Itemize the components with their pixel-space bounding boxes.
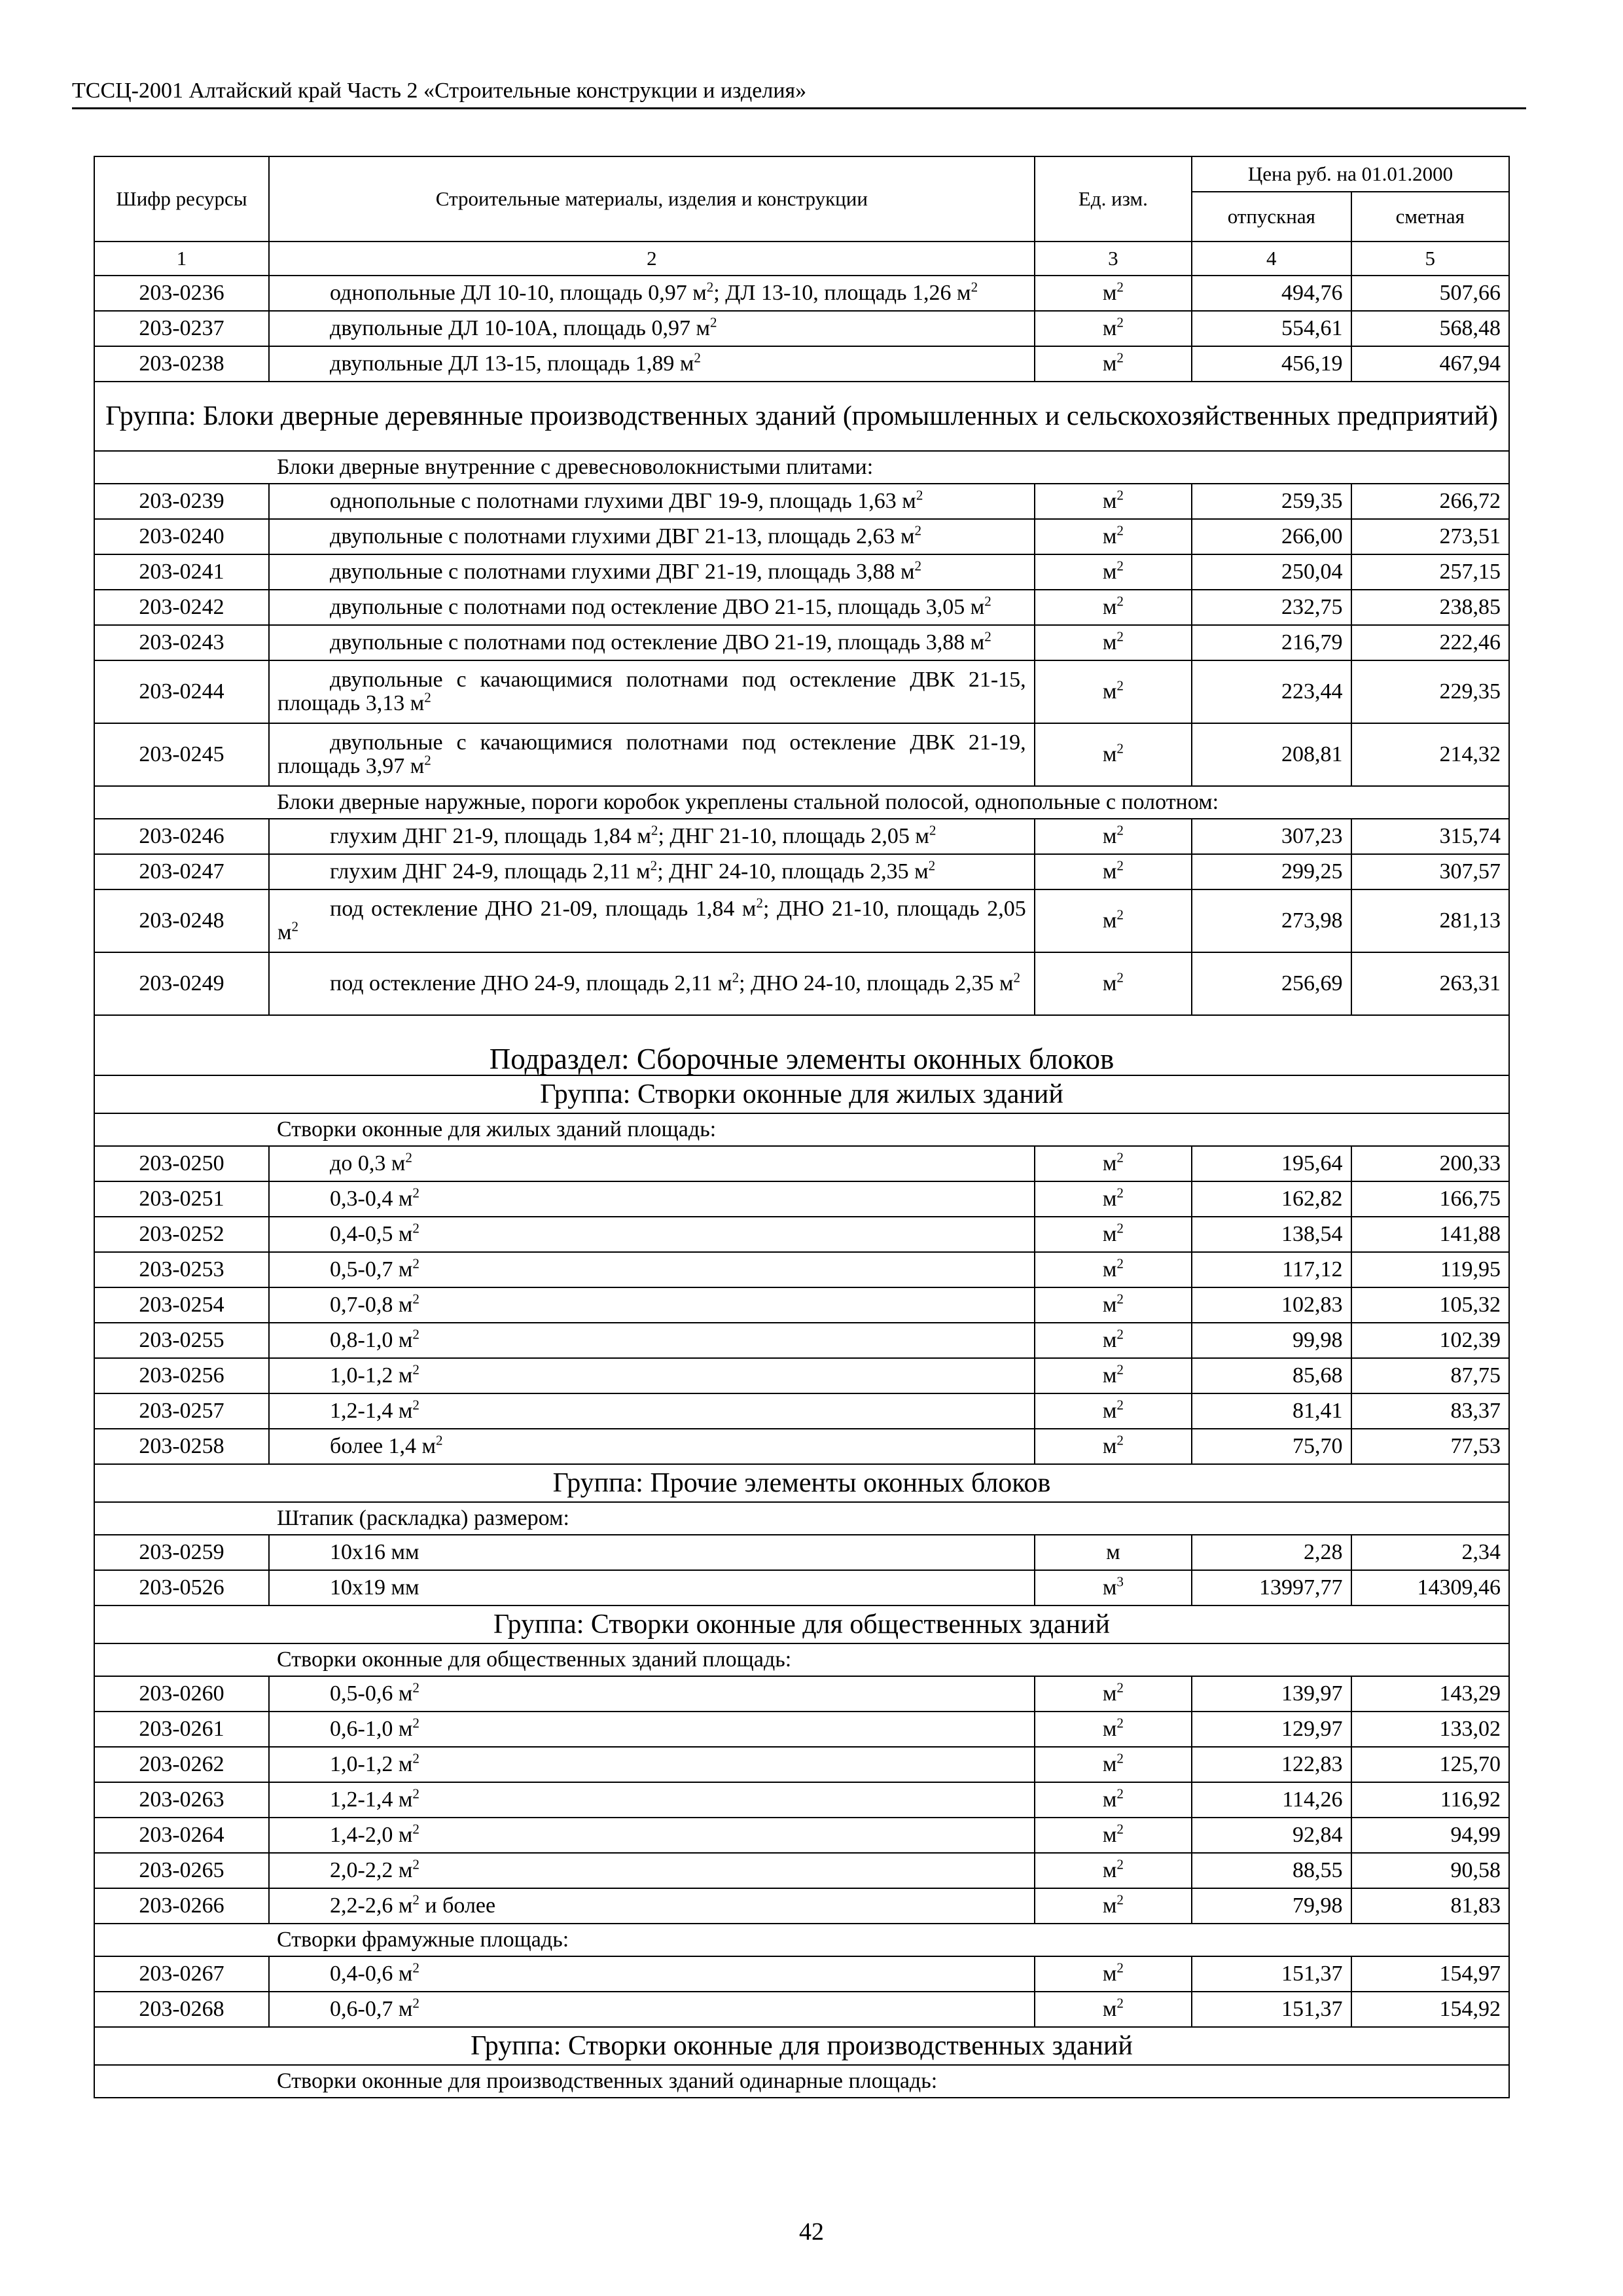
unit-of-measure: $м^2$ bbox=[1035, 1429, 1192, 1464]
material-name-cell bbox=[269, 346, 1035, 382]
subsection-heading: Подраздел: Сборочные элементы оконных блоков bbox=[94, 1015, 1509, 1075]
table-row bbox=[94, 346, 1509, 382]
group-heading-row bbox=[94, 1464, 1509, 1502]
group-heading: Группа: Створки оконные для общественных зданий bbox=[94, 1605, 1509, 1643]
unit-of-measure: $м^2$ bbox=[1035, 1217, 1192, 1252]
note-spacer bbox=[94, 1113, 269, 1146]
material-name-cell bbox=[269, 1888, 1035, 1924]
material-name-cell bbox=[269, 1676, 1035, 1712]
estimate-price: 81,83 bbox=[1351, 1888, 1509, 1924]
estimate-price: 568,48 bbox=[1351, 311, 1509, 346]
note-row bbox=[94, 1643, 1509, 1676]
release-price: 307,23 bbox=[1192, 819, 1351, 854]
material-name: 2,0-2,2 $м^2$ bbox=[330, 1856, 419, 1883]
price-table bbox=[94, 156, 1510, 2098]
table-row bbox=[94, 1393, 1509, 1429]
material-name-cell bbox=[269, 1429, 1035, 1464]
release-price: 223,44 bbox=[1192, 660, 1351, 723]
unit-of-measure: $м^2$ bbox=[1035, 1393, 1192, 1429]
estimate-price: 105,32 bbox=[1351, 1287, 1509, 1323]
note-spacer bbox=[94, 1924, 269, 1956]
column-number-row bbox=[94, 242, 1509, 276]
material-name-cell bbox=[269, 819, 1035, 854]
resource-code: 203-0247 bbox=[94, 854, 269, 889]
material-name: глухим ДНГ 24-9, площадь 2,11 $м^2$; ДНГ 24-10, площадь 2,35 $м^2$ bbox=[330, 857, 936, 884]
column-number: 2 bbox=[269, 242, 1035, 276]
release-price: 129,97 bbox=[1192, 1712, 1351, 1747]
table-row bbox=[94, 952, 1509, 1015]
material-name-cell bbox=[269, 311, 1035, 346]
resource-code: 203-0251 bbox=[94, 1181, 269, 1217]
unit-of-measure: $м^2$ bbox=[1035, 1956, 1192, 1992]
material-name-cell bbox=[269, 1782, 1035, 1818]
resource-code: 203-0267 bbox=[94, 1956, 269, 1992]
release-price: 554,61 bbox=[1192, 311, 1351, 346]
material-name: двупольные с качающимися полотнами под остекление ДВК 21-15, площадь 3,13 $м^2$ bbox=[277, 668, 1026, 715]
unit-of-measure: $м^2$ bbox=[1035, 1676, 1192, 1712]
material-name-cell bbox=[269, 952, 1035, 1015]
release-price: 162,82 bbox=[1192, 1181, 1351, 1217]
material-name-cell bbox=[269, 554, 1035, 590]
release-price: 85,68 bbox=[1192, 1358, 1351, 1393]
material-name-cell bbox=[269, 1535, 1035, 1570]
material-name: 2,2-2,6 $м^2$ и более bbox=[330, 1892, 496, 1918]
material-name-cell bbox=[269, 590, 1035, 625]
material-name-cell bbox=[269, 1747, 1035, 1782]
resource-code: 203-0526 bbox=[94, 1570, 269, 1605]
release-price: 81,41 bbox=[1192, 1393, 1351, 1429]
table-row bbox=[94, 1818, 1509, 1853]
material-name: двупольные с полотнами глухими ДВГ 21-13, площадь 2,63 $м^2$ bbox=[330, 522, 922, 549]
table-row bbox=[94, 1853, 1509, 1888]
unit-of-measure: $м^2$ bbox=[1035, 590, 1192, 625]
release-price: 256,69 bbox=[1192, 952, 1351, 1015]
unit-of-measure: $м^2$ bbox=[1035, 346, 1192, 382]
unit-of-measure: $м^2$ bbox=[1035, 1358, 1192, 1393]
unit-of-measure: $м^2$ bbox=[1035, 1252, 1192, 1287]
estimate-price: 273,51 bbox=[1351, 519, 1509, 554]
unit-of-measure: $м^3$ bbox=[1035, 1570, 1192, 1605]
unit-of-measure: $м^2$ bbox=[1035, 519, 1192, 554]
note-row bbox=[94, 1502, 1509, 1535]
note-text: Блоки дверные внутренние с древесноволокнистыми плитами: bbox=[269, 451, 1509, 484]
material-name: 0,8-1,0 $м^2$ bbox=[330, 1326, 419, 1353]
table-row bbox=[94, 1712, 1509, 1747]
material-name-cell bbox=[269, 1323, 1035, 1358]
note-spacer bbox=[94, 1643, 269, 1676]
material-name-cell bbox=[269, 1358, 1035, 1393]
release-price: 75,70 bbox=[1192, 1429, 1351, 1464]
material-name-cell bbox=[269, 519, 1035, 554]
estimate-price: 281,13 bbox=[1351, 889, 1509, 952]
group-heading-row bbox=[94, 1075, 1509, 1113]
estimate-price: 266,72 bbox=[1351, 484, 1509, 519]
estimate-price: 257,15 bbox=[1351, 554, 1509, 590]
unit-of-measure: $м^2$ bbox=[1035, 1853, 1192, 1888]
group-heading-row bbox=[94, 382, 1509, 451]
material-name: 0,4-0,5 $м^2$ bbox=[330, 1220, 419, 1247]
release-price: 250,04 bbox=[1192, 554, 1351, 590]
table-row bbox=[94, 1992, 1509, 2027]
header-price-group: Цена руб. на 01.01.2000 bbox=[1192, 156, 1509, 192]
table-row bbox=[94, 1181, 1509, 1217]
release-price: 456,19 bbox=[1192, 346, 1351, 382]
table-row bbox=[94, 819, 1509, 854]
unit-of-measure: $м^2$ bbox=[1035, 1287, 1192, 1323]
table-row bbox=[94, 311, 1509, 346]
table-row bbox=[94, 625, 1509, 660]
subsection-heading-row bbox=[94, 1015, 1509, 1075]
unit-of-measure: $м^2$ bbox=[1035, 952, 1192, 1015]
estimate-price: 200,33 bbox=[1351, 1146, 1509, 1181]
estimate-price: 307,57 bbox=[1351, 854, 1509, 889]
resource-code: 203-0236 bbox=[94, 276, 269, 311]
resource-code: 203-0260 bbox=[94, 1676, 269, 1712]
unit-of-measure: $м^2$ bbox=[1035, 1992, 1192, 2027]
resource-code: 203-0246 bbox=[94, 819, 269, 854]
resource-code: 203-0243 bbox=[94, 625, 269, 660]
material-name: 0,5-0,6 $м^2$ bbox=[330, 1679, 419, 1706]
estimate-price: 90,58 bbox=[1351, 1853, 1509, 1888]
resource-code: 203-0241 bbox=[94, 554, 269, 590]
resource-code: 203-0237 bbox=[94, 311, 269, 346]
header-price-release: отпускная bbox=[1192, 192, 1351, 242]
material-name: 1,2-1,4 $м^2$ bbox=[330, 1397, 419, 1424]
table-header-row bbox=[94, 156, 1509, 192]
material-name-cell bbox=[269, 484, 1035, 519]
material-name-cell bbox=[269, 1818, 1035, 1853]
release-price: 79,98 bbox=[1192, 1888, 1351, 1924]
material-name: двупольные с полотнами под остекление ДВО 21-15, площадь 3,05 $м^2$ bbox=[330, 593, 991, 620]
release-price: 139,97 bbox=[1192, 1676, 1351, 1712]
resource-code: 203-0253 bbox=[94, 1252, 269, 1287]
material-name-cell bbox=[269, 1393, 1035, 1429]
estimate-price: 507,66 bbox=[1351, 276, 1509, 311]
estimate-price: 467,94 bbox=[1351, 346, 1509, 382]
unit-of-measure: $м^2$ bbox=[1035, 625, 1192, 660]
release-price: 195,64 bbox=[1192, 1146, 1351, 1181]
unit-of-measure: $м^2$ bbox=[1035, 484, 1192, 519]
unit-of-measure: $м^2$ bbox=[1035, 1146, 1192, 1181]
note-row bbox=[94, 1113, 1509, 1146]
table-row bbox=[94, 1252, 1509, 1287]
group-heading-row bbox=[94, 2027, 1509, 2065]
table-row bbox=[94, 554, 1509, 590]
material-name: двупольные с качающимися полотнами под остекление ДВК 21-19, площадь 3,97 $м^2$ bbox=[277, 730, 1026, 778]
resource-code: 203-0259 bbox=[94, 1535, 269, 1570]
estimate-price: 119,95 bbox=[1351, 1252, 1509, 1287]
release-price: 92,84 bbox=[1192, 1818, 1351, 1853]
table-row bbox=[94, 1888, 1509, 1924]
release-price: 88,55 bbox=[1192, 1853, 1351, 1888]
table-row bbox=[94, 519, 1509, 554]
header-code: Шифр ресурсы bbox=[94, 156, 269, 242]
release-price: 102,83 bbox=[1192, 1287, 1351, 1323]
resource-code: 203-0257 bbox=[94, 1393, 269, 1429]
material-name: под остекление ДНО 24-9, площадь 2,11 $м^2$; ДНО 24-10, площадь 2,35 $м^2$ bbox=[330, 969, 1021, 996]
estimate-price: 116,92 bbox=[1351, 1782, 1509, 1818]
material-name: 10х19 мм bbox=[330, 1575, 419, 1600]
release-price: 2,28 bbox=[1192, 1535, 1351, 1570]
resource-code: 203-0254 bbox=[94, 1287, 269, 1323]
resource-code: 203-0252 bbox=[94, 1217, 269, 1252]
resource-code: 203-0256 bbox=[94, 1358, 269, 1393]
note-spacer bbox=[94, 1502, 269, 1535]
note-row bbox=[94, 786, 1509, 819]
material-name: 0,5-0,7 $м^2$ bbox=[330, 1255, 419, 1282]
unit-of-measure: $м^2$ bbox=[1035, 276, 1192, 311]
release-price: 114,26 bbox=[1192, 1782, 1351, 1818]
material-name: однопольные ДЛ 10-10, площадь 0,97 $м^2$; ДЛ 13-10, площадь 1,26 $м^2$ bbox=[330, 279, 978, 306]
estimate-price: 141,88 bbox=[1351, 1217, 1509, 1252]
table-row bbox=[94, 660, 1509, 723]
release-price: 138,54 bbox=[1192, 1217, 1351, 1252]
resource-code: 203-0240 bbox=[94, 519, 269, 554]
group-heading: Группа: Створки оконные для производственных зданий bbox=[94, 2027, 1509, 2065]
material-name: однопольные с полотнами глухими ДВГ 19-9, площадь 1,63 $м^2$ bbox=[330, 487, 923, 514]
release-price: 273,98 bbox=[1192, 889, 1351, 952]
estimate-price: 315,74 bbox=[1351, 819, 1509, 854]
table-row bbox=[94, 1747, 1509, 1782]
table-row bbox=[94, 723, 1509, 786]
resource-code: 203-0266 bbox=[94, 1888, 269, 1924]
resource-code: 203-0262 bbox=[94, 1747, 269, 1782]
unit-of-measure: $м^2$ bbox=[1035, 1782, 1192, 1818]
estimate-price: 166,75 bbox=[1351, 1181, 1509, 1217]
estimate-price: 143,29 bbox=[1351, 1676, 1509, 1712]
resource-code: 203-0239 bbox=[94, 484, 269, 519]
table-row bbox=[94, 1535, 1509, 1570]
material-name: 1,4-2,0 $м^2$ bbox=[330, 1821, 419, 1848]
table-row bbox=[94, 1570, 1509, 1605]
group-heading-row bbox=[94, 1605, 1509, 1643]
unit-of-measure: $м^2$ bbox=[1035, 854, 1192, 889]
resource-code: 203-0245 bbox=[94, 723, 269, 786]
resource-code: 203-0244 bbox=[94, 660, 269, 723]
estimate-price: 229,35 bbox=[1351, 660, 1509, 723]
unit-of-measure: $м^2$ bbox=[1035, 1323, 1192, 1358]
material-name-cell bbox=[269, 1252, 1035, 1287]
unit-of-measure: $м^2$ bbox=[1035, 311, 1192, 346]
estimate-price: 83,37 bbox=[1351, 1393, 1509, 1429]
release-price: 266,00 bbox=[1192, 519, 1351, 554]
material-name-cell bbox=[269, 889, 1035, 952]
resource-code: 203-0264 bbox=[94, 1818, 269, 1853]
estimate-price: 77,53 bbox=[1351, 1429, 1509, 1464]
release-price: 232,75 bbox=[1192, 590, 1351, 625]
material-name-cell bbox=[269, 1181, 1035, 1217]
table-row bbox=[94, 590, 1509, 625]
material-name-cell bbox=[269, 854, 1035, 889]
material-name: двупольные с полотнами под остекление ДВО 21-19, площадь 3,88 $м^2$ bbox=[330, 628, 991, 655]
table-row bbox=[94, 1217, 1509, 1252]
resource-code: 203-0263 bbox=[94, 1782, 269, 1818]
estimate-price: 94,99 bbox=[1351, 1818, 1509, 1853]
table-row bbox=[94, 1358, 1509, 1393]
table-row bbox=[94, 1956, 1509, 1992]
group-heading: Группа: Прочие элементы оконных блоков bbox=[94, 1464, 1509, 1502]
resource-code: 203-0249 bbox=[94, 952, 269, 1015]
unit-of-measure: $м^2$ bbox=[1035, 1181, 1192, 1217]
resource-code: 203-0255 bbox=[94, 1323, 269, 1358]
release-price: 299,25 bbox=[1192, 854, 1351, 889]
material-name-cell bbox=[269, 1217, 1035, 1252]
material-name: глухим ДНГ 21-9, площадь 1,84 $м^2$; ДНГ 21-10, площадь 2,05 $м^2$ bbox=[330, 822, 936, 849]
material-name: 1,0-1,2 $м^2$ bbox=[330, 1750, 419, 1777]
table-row bbox=[94, 889, 1509, 952]
material-name: 0,7-0,8 $м^2$ bbox=[330, 1291, 419, 1318]
note-row bbox=[94, 451, 1509, 484]
table-row bbox=[94, 1429, 1509, 1464]
group-heading: Группа: Блоки дверные деревянные производственных зданий (промышленных и сельскохозяйственных предприятий) bbox=[94, 382, 1509, 451]
column-number: 3 bbox=[1035, 242, 1192, 276]
note-text: Блоки дверные наружные, пороги коробок укреплены стальной полосой, однопольные с полотном: bbox=[269, 786, 1509, 819]
column-number: 1 bbox=[94, 242, 269, 276]
group-heading: Группа: Створки оконные для жилых зданий bbox=[94, 1075, 1509, 1113]
resource-code: 203-0261 bbox=[94, 1712, 269, 1747]
material-name: двупольные ДЛ 10-10А, площадь 0,97 $м^2$ bbox=[330, 314, 717, 341]
release-price: 151,37 bbox=[1192, 1992, 1351, 2027]
material-name-cell bbox=[269, 1956, 1035, 1992]
note-spacer bbox=[94, 2065, 269, 2098]
note-text: Створки оконные для общественных зданий площадь: bbox=[269, 1643, 1509, 1676]
column-number: 5 bbox=[1351, 242, 1509, 276]
column-number: 4 bbox=[1192, 242, 1351, 276]
header-unit: Ед. изм. bbox=[1035, 156, 1192, 242]
estimate-price: 154,97 bbox=[1351, 1956, 1509, 1992]
material-name-cell bbox=[269, 1570, 1035, 1605]
estimate-price: 154,92 bbox=[1351, 1992, 1509, 2027]
material-name: двупольные ДЛ 13-15, площадь 1,89 $м^2$ bbox=[330, 350, 701, 376]
note-row bbox=[94, 1924, 1509, 1956]
table-row bbox=[94, 1782, 1509, 1818]
resource-code: 203-0250 bbox=[94, 1146, 269, 1181]
unit-of-measure: $м^2$ bbox=[1035, 1747, 1192, 1782]
estimate-price: 14309,46 bbox=[1351, 1570, 1509, 1605]
material-name: двупольные с полотнами глухими ДВГ 21-19, площадь 3,88 $м^2$ bbox=[330, 558, 922, 584]
release-price: 13997,77 bbox=[1192, 1570, 1351, 1605]
unit-of-measure: $м^2$ bbox=[1035, 1712, 1192, 1747]
material-name: под остекление ДНО 21-09, площадь 1,84 $м^2$; ДНО 21-10, площадь 2,05 $м^2$ bbox=[277, 895, 1026, 944]
unit-of-measure: $м^2$ bbox=[1035, 1818, 1192, 1853]
release-price: 259,35 bbox=[1192, 484, 1351, 519]
estimate-price: 125,70 bbox=[1351, 1747, 1509, 1782]
material-name-cell bbox=[269, 625, 1035, 660]
release-price: 117,12 bbox=[1192, 1252, 1351, 1287]
price-table-body bbox=[94, 156, 1509, 2098]
estimate-price: 2,34 bbox=[1351, 1535, 1509, 1570]
resource-code: 203-0248 bbox=[94, 889, 269, 952]
material-name-cell bbox=[269, 723, 1035, 786]
note-row bbox=[94, 2065, 1509, 2098]
material-name: 1,2-1,4 $м^2$ bbox=[330, 1785, 419, 1812]
table-row bbox=[94, 1323, 1509, 1358]
estimate-price: 238,85 bbox=[1351, 590, 1509, 625]
note-text: Створки фрамужные площадь: bbox=[269, 1924, 1509, 1956]
release-price: 151,37 bbox=[1192, 1956, 1351, 1992]
material-name: 10х16 мм bbox=[330, 1540, 419, 1565]
material-name-cell bbox=[269, 276, 1035, 311]
header-price-estimate: сметная bbox=[1351, 192, 1509, 242]
header-name: Строительные материалы, изделия и конструкции bbox=[269, 156, 1035, 242]
material-name: 0,6-1,0 $м^2$ bbox=[330, 1715, 419, 1742]
material-name-cell bbox=[269, 1712, 1035, 1747]
note-text: Створки оконные для производственных зданий одинарные площадь: bbox=[269, 2065, 1509, 2098]
table-row bbox=[94, 1676, 1509, 1712]
running-header bbox=[72, 71, 1526, 109]
page-number: 42 bbox=[799, 2218, 824, 2246]
table-row bbox=[94, 276, 1509, 311]
estimate-price: 222,46 bbox=[1351, 625, 1509, 660]
running-title: ТССЦ-2001 Алтайский край Часть 2 «Строительные конструкции и изделия» bbox=[72, 79, 807, 103]
material-name-cell bbox=[269, 660, 1035, 723]
material-name-cell bbox=[269, 1287, 1035, 1323]
estimate-price: 87,75 bbox=[1351, 1358, 1509, 1393]
release-price: 208,81 bbox=[1192, 723, 1351, 786]
resource-code: 203-0268 bbox=[94, 1992, 269, 2027]
table-row bbox=[94, 1146, 1509, 1181]
resource-code: 203-0265 bbox=[94, 1853, 269, 1888]
estimate-price: 214,32 bbox=[1351, 723, 1509, 786]
unit-of-measure: $м^2$ bbox=[1035, 554, 1192, 590]
material-name-cell bbox=[269, 1853, 1035, 1888]
note-text: Створки оконные для жилых зданий площадь: bbox=[269, 1113, 1509, 1146]
material-name: 1,0-1,2 $м^2$ bbox=[330, 1361, 419, 1388]
estimate-price: 133,02 bbox=[1351, 1712, 1509, 1747]
estimate-price: 263,31 bbox=[1351, 952, 1509, 1015]
unit-of-measure: м bbox=[1035, 1535, 1192, 1570]
release-price: 494,76 bbox=[1192, 276, 1351, 311]
note-text: Штапик (раскладка) размером: bbox=[269, 1502, 1509, 1535]
release-price: 122,83 bbox=[1192, 1747, 1351, 1782]
unit-of-measure: $м^2$ bbox=[1035, 889, 1192, 952]
material-name-cell bbox=[269, 1146, 1035, 1181]
material-name: до 0,3 $м^2$ bbox=[330, 1149, 412, 1176]
release-price: 216,79 bbox=[1192, 625, 1351, 660]
resource-code: 203-0258 bbox=[94, 1429, 269, 1464]
release-price: 99,98 bbox=[1192, 1323, 1351, 1358]
table-row bbox=[94, 1287, 1509, 1323]
material-name: 0,6-0,7 $м^2$ bbox=[330, 1995, 419, 2022]
estimate-price: 102,39 bbox=[1351, 1323, 1509, 1358]
material-name-cell bbox=[269, 1992, 1035, 2027]
table-row bbox=[94, 854, 1509, 889]
material-name: 0,4-0,6 $м^2$ bbox=[330, 1960, 419, 1986]
material-name: более 1,4 $м^2$ bbox=[330, 1432, 443, 1459]
resource-code: 203-0238 bbox=[94, 346, 269, 382]
unit-of-measure: $м^2$ bbox=[1035, 819, 1192, 854]
unit-of-measure: $м^2$ bbox=[1035, 1888, 1192, 1924]
unit-of-measure: $м^2$ bbox=[1035, 660, 1192, 723]
note-spacer bbox=[94, 451, 269, 484]
note-spacer bbox=[94, 786, 269, 819]
table-row bbox=[94, 484, 1509, 519]
unit-of-measure: $м^2$ bbox=[1035, 723, 1192, 786]
material-name: 0,3-0,4 $м^2$ bbox=[330, 1185, 419, 1211]
resource-code: 203-0242 bbox=[94, 590, 269, 625]
